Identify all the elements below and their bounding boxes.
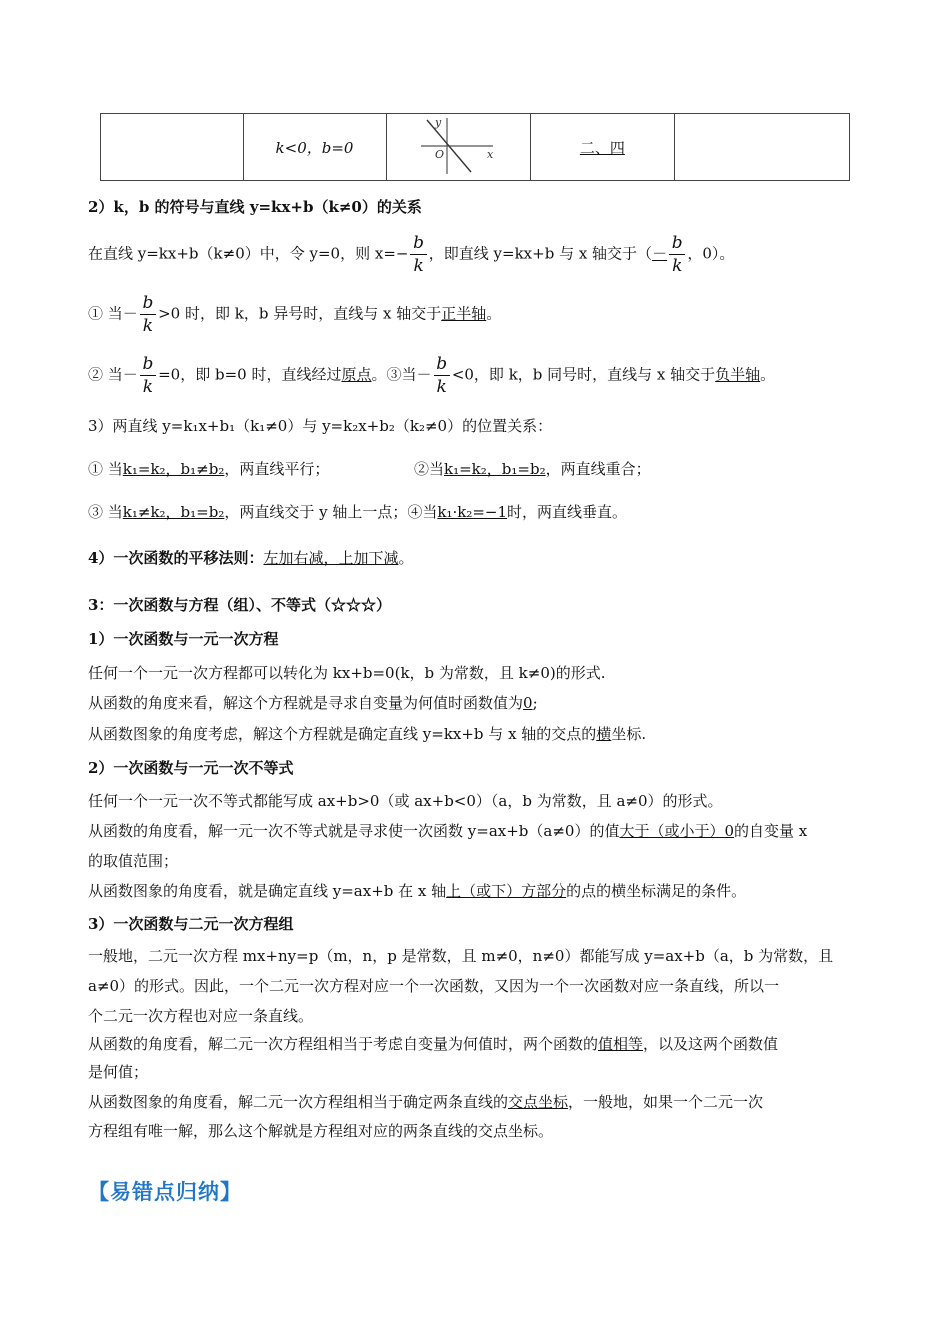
fraction-b-over-k: $\frac{b}{k}$ (410, 232, 426, 277)
sub2-para-1: 任何一个一元一次不等式都能写成 ax+b>0（或 ax+b<0）（a，b 为常数，且 a≠0）的形式。 (88, 792, 723, 810)
sub3-line-6: 从函数图象的角度看，解二元一次方程组相当于确定两条直线的交点坐标，一般地，如果一个二元一次 (88, 1093, 764, 1111)
summary-table-row (100, 113, 850, 181)
sub2-para-2: 从函数的角度看，解一元一次不等式就是寻求使一次函数 y=ax+b（a≠0）的值大于（或小于）0的自变量 x (88, 822, 808, 840)
table-cell-empty-2 (674, 114, 849, 181)
fraction-b-over-k: $\frac{b}{k}$ (140, 292, 156, 337)
sub1-para-1: 任何一个一元一次方程都可以转化为 kx+b=0(k，b 为常数，且 k≠0)的形式. (88, 664, 606, 682)
fraction-b-over-k: $\frac{b}{k}$ (140, 353, 156, 398)
section-heading-common-errors: 【易错点归纳】 (88, 1180, 242, 1204)
sub2-para-3: 从函数图象的角度看，就是确定直线 y=ax+b 在 x 轴上（或下）方部分的点的横坐标满足的条件。 (88, 882, 747, 900)
line-graph-icon (413, 114, 503, 176)
sub1-para-2: 从函数的角度来看，解这个方程就是寻求自变量为何值时函数值为0; (88, 694, 538, 712)
sub3-line-3: 个二元一次方程也对应一条直线。 (88, 1007, 314, 1025)
subsection-1-title: 1）一次函数与一元一次方程 (88, 630, 279, 648)
section-3-title: 3）两直线 y=k₁x+b₁（k₁≠0）与 y=k₂x+b₂（k₂≠0）的位置关系： (88, 417, 553, 435)
table-cell-condition: k<0，b=0 (243, 114, 386, 181)
sub3-line-5: 是何值； (88, 1063, 149, 1081)
sub3-line-2: a≠0）的形式。因此，一个二元一次方程对应一个一次函数，又因为一个一次函数对应一条直线，所以一 (88, 977, 780, 995)
major-section-title: 3：一次函数与方程（组）、不等式（☆☆☆） (88, 596, 391, 614)
sub3-line-4: 从函数的角度看，解二元一次方程组相当于考虑自变量为何值时，两个函数的值相等，以及这两个函数值 (88, 1035, 779, 1053)
table-cell-empty-1 (101, 114, 244, 181)
sub1-para-3: 从函数图象的角度考虑，解这个方程就是确定直线 y=kx+b 与 x 轴的交点的横坐标. (88, 725, 647, 743)
sub3-line-7: 方程组有唯一解，那么这个解就是方程组对应的两条直线的交点坐标。 (88, 1122, 554, 1140)
graph-origin-label: O (435, 148, 445, 161)
subsection-2-title: 2）一次函数与一元一次不等式 (88, 759, 294, 777)
fraction-b-over-k: $\frac{b}{k}$ (669, 232, 685, 277)
fraction-b-over-k: $\frac{b}{k}$ (434, 353, 450, 398)
table-cell-quadrants: 二、四 (530, 114, 674, 181)
case-2-3: ② 当－ $\frac{b}{k}$ =0，即 b=0 时，直线经过原点。③当－ $\frac{b}{k}$ <0，即 k，b 同号时，直线与 x 轴交于负半轴。 (88, 354, 776, 397)
subsection-3-title: 3）一次函数与二元一次方程组 (88, 915, 294, 933)
relation-overlap: ②当k₁=k₂，b₁=b₂，两直线重合； (414, 460, 651, 478)
sub3-line-1: 一般地，二元一次方程 mx+ny=p（m，n，p 是常数，且 m≠0，n≠0）都能写成 y=ax+b（a，b 为常数，且 (88, 947, 834, 965)
sub2-para-2-cont: 的取值范围； (88, 852, 179, 870)
table-cell-graph (386, 114, 530, 181)
section-2-title: 2）k，b 的符号与直线 y=kx+b（k≠0）的关系 (88, 198, 422, 216)
translation-rule: 4）一次函数的平移法则：左加右减，上加下减。 (88, 549, 414, 567)
relation-row-2: ③ 当k₁≠k₂，b₁=b₂，两直线交于 y 轴上一点；④当k₁·k₂=−1时，两直线垂直。 (88, 503, 628, 521)
graph-y-label: y (435, 116, 442, 129)
relation-row-1: ① 当k₁=k₂，b₁≠b₂，两直线平行； ②当k₁=k₂，b₁=b₂，两直线重合； (88, 460, 651, 478)
section-2-intro: 在直线 y=kx+b（k≠0）中，令 y=0，则 x=− $\frac{b}{k}$ ，即直线 y=kx+b 与 x 轴交于（－ $\frac{b}{k}$ ，0）。 (88, 233, 735, 276)
case-1: ① 当－ $\frac{b}{k}$ >0 时，即 k，b 异号时，直线与 x 轴交于正半轴。 (88, 293, 502, 336)
graph-x-label: x (487, 148, 494, 161)
